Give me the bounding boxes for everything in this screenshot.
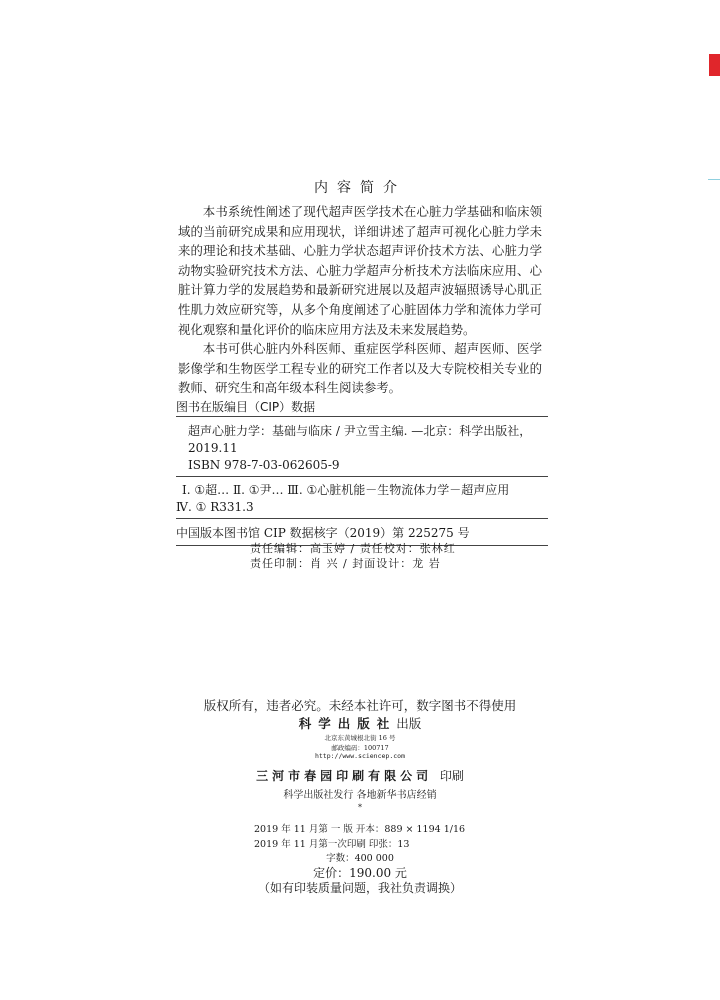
- printer-name: 三河市春园印刷有限公司: [256, 769, 433, 783]
- printer-suffix: 印刷: [439, 769, 464, 783]
- postcode: 邮政编码：100717: [331, 744, 389, 752]
- price: 定价：190.00 元: [313, 866, 407, 880]
- cip-entry: [176, 417, 548, 476]
- defect-note: （如有印装质量问题，我社负责调换）: [257, 881, 462, 895]
- summary-paragraph: 本书系统性阐述了现代超声医学技术在心脏力学基础和临床领域的当前研究成果和应用现状，详细讲述了超声可视化心脏力学未来的理论和技术基础、心脏力学状态超声评价技术方法、心脏力学动物实验研究技术方法、心脏力学超声分析技术方法临床应用、心脏计算力学的发展趋势和最新研究进展以及超声波辐照诱导心肌正性肌力效应研究等，从多个角度阐述了心脏固体力学和流体力学可视化观察和量化评价的临床应用方法及未来发展趋势。: [178, 204, 542, 337]
- classification-line: Ⅰ. ①超… Ⅱ. ①尹… Ⅲ. ①心脏机能－生物流体力学－超声应用: [182, 483, 510, 497]
- cip-data-block: [176, 398, 548, 546]
- summary-title: 内容简介: [314, 180, 406, 196]
- editor-line: 责任印制：肖 兴 / 封面设计：龙 岩: [250, 557, 441, 570]
- publisher-name: 科学出版社: [298, 716, 397, 731]
- word-count: 字数：400 000: [326, 853, 394, 864]
- edition-line: 2019 年 11 月第 一 版 开本：889 × 1194 1/16: [254, 824, 466, 835]
- website: http://www.sciencep.com: [314, 752, 405, 760]
- isbn: ISBN 978-7-03-062605-9: [188, 458, 340, 472]
- summary-paragraph: 本书可供心脏内外科医师、重症医学科医师、超声医师、医学影像学和生物医学工程专业的研究工作者以及大专院校相关专业的教师、研究生和高年级本科生阅读参考。: [178, 341, 542, 396]
- printing-line: 2019 年 11 月第一次印刷 印张：13: [254, 839, 410, 850]
- publisher-line: [0, 714, 720, 732]
- summary-text: [178, 202, 542, 398]
- cip-classification: [176, 477, 548, 518]
- cip-entry-line: 超声心脏力学：基础与临床 / 尹立雪主编. —北京：科学出版社，2019.11: [188, 424, 532, 455]
- editor-credits: [250, 541, 550, 571]
- editor-line: 责任编辑：高玉婷 / 责任校对：张林红: [250, 542, 456, 555]
- publisher-address: 北京东黄城根北街 16 号: [324, 734, 396, 742]
- classification-line: Ⅳ. ① R331.3: [176, 500, 254, 514]
- cip-heading: 图书在版编目（CIP）数据: [176, 400, 316, 414]
- distribution-line: 科学出版社发行 各地新华书店经销: [283, 790, 437, 801]
- separator-star: *: [358, 803, 362, 812]
- copyright-notice: 版权所有，违者必究。未经本社许可，数字图书不得使用: [203, 698, 517, 713]
- red-edge-tab: [709, 54, 720, 76]
- publisher-suffix: 出版: [396, 716, 422, 731]
- printer-line: [0, 767, 720, 784]
- cip-number: 中国版本图书馆 CIP 数据核字（2019）第 225275 号: [176, 526, 470, 540]
